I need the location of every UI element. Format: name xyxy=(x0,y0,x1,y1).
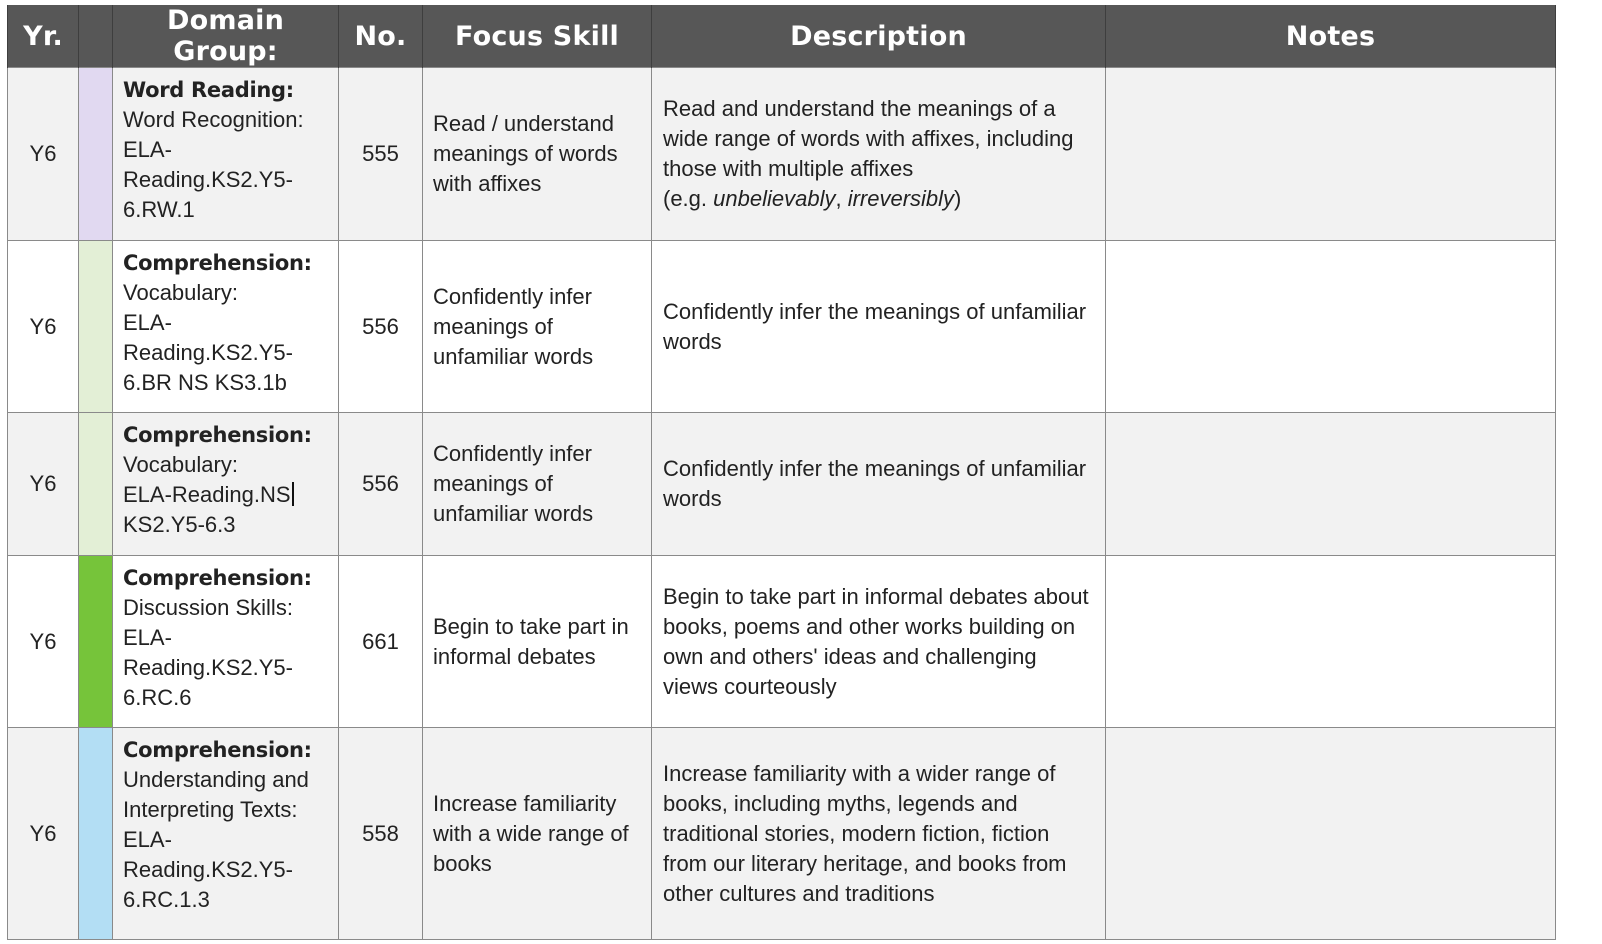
notes-cell[interactable] xyxy=(1106,556,1556,728)
description-text: Read and understand the meanings of a wide range of words with affixes, including those with multiple affixes xyxy=(663,96,1074,181)
domain-group-line: Reading.KS2.Y5- xyxy=(123,340,293,365)
table-row xyxy=(8,241,1556,413)
header-no: No. xyxy=(339,5,423,68)
curriculum-table xyxy=(7,5,1556,940)
focus-skill-cell: Read / understand meanings of words with affixes xyxy=(423,68,652,241)
domain-group-line: 6.RW.1 xyxy=(123,197,195,222)
header-focus-skill: Focus Skill xyxy=(423,5,652,68)
description-example-prefix: (e.g. xyxy=(663,186,714,211)
focus-skill-cell: Confidently infer meanings of unfamiliar words xyxy=(423,413,652,556)
year-cell: Y6 xyxy=(8,728,79,940)
domain-group-line: Understanding and xyxy=(123,767,309,792)
text-cursor xyxy=(292,482,294,506)
domain-group-line: Vocabulary: xyxy=(123,280,238,305)
domain-group-line: ELA- xyxy=(123,625,172,650)
header-row xyxy=(8,5,1556,68)
description-example-word: irreversibly xyxy=(847,186,955,211)
domain-group-heading: Comprehension: xyxy=(123,738,312,762)
domain-group-cell[interactable] xyxy=(113,68,339,241)
description-example-word: unbelievably xyxy=(713,186,836,211)
description-example-separator: , xyxy=(835,186,848,211)
notes-cell[interactable] xyxy=(1106,68,1556,241)
domain-group-cell[interactable] xyxy=(113,413,339,556)
domain-group-line: ELA- xyxy=(123,137,172,162)
domain-group-line: KS2.Y5-6.3 xyxy=(123,512,236,537)
table-row xyxy=(8,728,1556,940)
domain-group-heading: Word Reading: xyxy=(123,78,294,102)
focus-skill-cell: Increase familiarity with a wide range of books xyxy=(423,728,652,940)
skill-number-cell: 555 xyxy=(339,68,423,241)
domain-group-line: ELA- xyxy=(123,827,172,852)
domain-color-swatch xyxy=(79,728,113,940)
domain-group-line: Reading.KS2.Y5- xyxy=(123,167,293,192)
header-swatch xyxy=(79,5,113,68)
domain-color-swatch xyxy=(79,413,113,556)
skill-number-cell: 556 xyxy=(339,413,423,556)
skill-number-cell: 661 xyxy=(339,556,423,728)
header-description: Description xyxy=(652,5,1106,68)
description-cell xyxy=(652,68,1106,241)
year-cell: Y6 xyxy=(8,556,79,728)
domain-group-heading: Comprehension: xyxy=(123,566,312,590)
domain-group-line-with-caret xyxy=(123,480,328,510)
domain-group-line: Word Recognition: xyxy=(123,107,304,132)
year-cell: Y6 xyxy=(8,413,79,556)
domain-group-line: ELA-Reading.NS xyxy=(123,482,291,507)
domain-group-line: ELA- xyxy=(123,310,172,335)
domain-color-swatch xyxy=(79,241,113,413)
notes-cell[interactable] xyxy=(1106,413,1556,556)
domain-group-cell[interactable] xyxy=(113,241,339,413)
domain-group-line: Discussion Skills: xyxy=(123,595,293,620)
description-cell: Confidently infer the meanings of unfamiliar words xyxy=(652,413,1106,556)
skill-number-cell: 556 xyxy=(339,241,423,413)
description-example-suffix: ) xyxy=(954,186,962,211)
focus-skill-cell: Confidently infer meanings of unfamiliar words xyxy=(423,241,652,413)
description-cell: Confidently infer the meanings of unfamiliar words xyxy=(652,241,1106,413)
year-cell: Y6 xyxy=(8,241,79,413)
header-notes: Notes xyxy=(1106,5,1556,68)
domain-group-heading: Comprehension: xyxy=(123,251,312,275)
domain-group-line: 6.RC.6 xyxy=(123,685,192,710)
domain-group-cell[interactable] xyxy=(113,556,339,728)
description-cell: Begin to take part in informal debates about books, poems and other works building on own and others' ideas and challenging views courteously xyxy=(652,556,1106,728)
domain-group-heading: Comprehension: xyxy=(123,423,312,447)
description-cell: Increase familiarity with a wider range of books, including myths, legends and traditional stories, modern fiction, fiction from our literary heritage, and books from other cultures and traditions xyxy=(652,728,1106,940)
table-row xyxy=(8,68,1556,241)
domain-group-line: Reading.KS2.Y5- xyxy=(123,655,293,680)
header-yr: Yr. xyxy=(8,5,79,68)
table-row xyxy=(8,413,1556,556)
focus-skill-cell: Begin to take part in informal debates xyxy=(423,556,652,728)
domain-group-line: 6.BR NS KS3.1b xyxy=(123,370,287,395)
domain-group-line: Interpreting Texts: xyxy=(123,797,298,822)
year-cell: Y6 xyxy=(8,68,79,241)
table-row xyxy=(8,556,1556,728)
notes-cell[interactable] xyxy=(1106,728,1556,940)
domain-group-line: Vocabulary: xyxy=(123,452,238,477)
skill-number-cell: 558 xyxy=(339,728,423,940)
domain-color-swatch xyxy=(79,556,113,728)
domain-group-line: Reading.KS2.Y5- xyxy=(123,857,293,882)
domain-group-line: 6.RC.1.3 xyxy=(123,887,210,912)
domain-group-cell[interactable] xyxy=(113,728,339,940)
domain-color-swatch xyxy=(79,68,113,241)
header-domain-group: Domain Group: xyxy=(113,5,339,68)
notes-cell[interactable] xyxy=(1106,241,1556,413)
